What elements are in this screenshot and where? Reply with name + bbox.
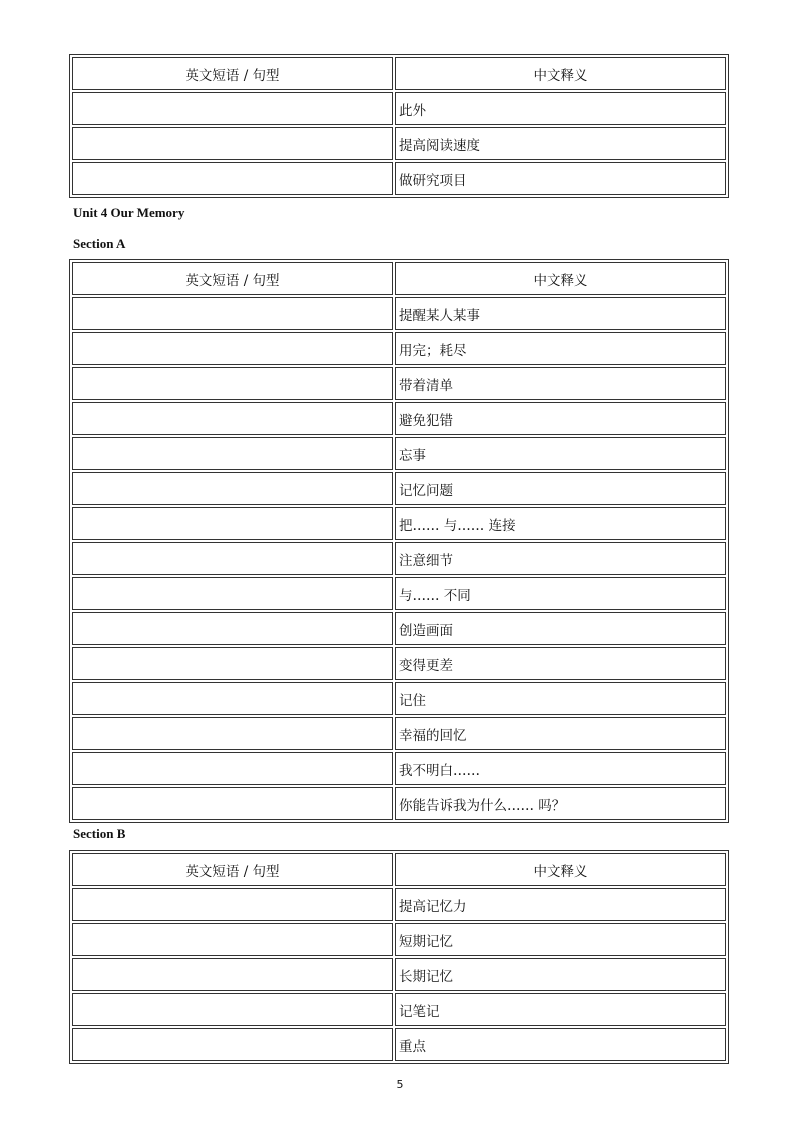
english-answer-cell[interactable] [72,577,393,610]
table-row [72,367,726,400]
english-answer-cell[interactable] [72,682,393,715]
chinese-meaning-cell: 此外 [395,92,726,125]
english-answer-cell[interactable] [72,367,393,400]
english-answer-cell[interactable] [72,923,393,956]
table-row [72,993,726,1026]
chinese-meaning-cell: 做研究项目 [395,162,726,195]
english-answer-cell[interactable] [72,1028,393,1061]
chinese-meaning-cell: 提醒某人某事 [395,297,726,330]
table-row [72,127,726,160]
english-answer-cell[interactable] [72,888,393,921]
chinese-meaning-cell: 创造画面 [395,612,726,645]
english-answer-cell[interactable] [72,958,393,991]
vocab-table-section-a [69,259,729,823]
english-answer-cell[interactable] [72,647,393,680]
table-row [72,92,726,125]
table-row [72,542,726,575]
english-answer-cell[interactable] [72,332,393,365]
english-answer-cell[interactable] [72,752,393,785]
english-answer-cell[interactable] [72,717,393,750]
chinese-meaning-cell: 你能告诉我为什么…… 吗？ [395,787,726,820]
table-header-row [72,57,726,90]
chinese-meaning-cell: 用完；耗尽 [395,332,726,365]
chinese-meaning-cell: 注意细节 [395,542,726,575]
table-row [72,958,726,991]
english-answer-cell[interactable] [72,472,393,505]
chinese-meaning-cell: 幸福的回忆 [395,717,726,750]
unit-title: Unit 4 Our Memory [73,205,185,220]
chinese-meaning-cell: 变得更差 [395,647,726,680]
chinese-meaning-cell: 避免犯错 [395,402,726,435]
table-row [72,507,726,540]
english-answer-cell[interactable] [72,92,393,125]
table-row [72,297,726,330]
english-answer-cell[interactable] [72,993,393,1026]
vocab-table-section-b [69,850,729,1064]
header-chinese: 中文释义 [395,853,726,886]
section-b-title: Section B [73,826,126,841]
chinese-meaning-cell: 记住 [395,682,726,715]
section-a-title: Section A [73,236,126,251]
chinese-meaning-cell: 把…… 与…… 连接 [395,507,726,540]
table-row [72,402,726,435]
table-row [72,787,726,820]
table-header-row [72,853,726,886]
table-row [72,1028,726,1061]
page-number: 5 [396,1078,404,1091]
table-row [72,437,726,470]
table-row [72,332,726,365]
chinese-meaning-cell: 提高记忆力 [395,888,726,921]
chinese-meaning-cell: 提高阅读速度 [395,127,726,160]
chinese-meaning-cell: 忘事 [395,437,726,470]
table-row [72,612,726,645]
table-row [72,577,726,610]
table-header-row [72,262,726,295]
header-english: 英文短语 / 句型 [72,853,393,886]
chinese-meaning-cell: 我不明白…… [395,752,726,785]
table-row [72,923,726,956]
header-english: 英文短语 / 句型 [72,262,393,295]
table-row [72,752,726,785]
chinese-meaning-cell: 记笔记 [395,993,726,1026]
chinese-meaning-cell: 重点 [395,1028,726,1061]
chinese-meaning-cell: 与…… 不同 [395,577,726,610]
english-answer-cell[interactable] [72,542,393,575]
chinese-meaning-cell: 带着清单 [395,367,726,400]
header-english: 英文短语 / 句型 [72,57,393,90]
table-row [72,647,726,680]
english-answer-cell[interactable] [72,787,393,820]
table-row [72,472,726,505]
english-answer-cell[interactable] [72,507,393,540]
table-row [72,162,726,195]
english-answer-cell[interactable] [72,297,393,330]
table-row [72,717,726,750]
table-row [72,888,726,921]
english-answer-cell[interactable] [72,162,393,195]
header-chinese: 中文释义 [395,57,726,90]
english-answer-cell[interactable] [72,402,393,435]
table-row [72,682,726,715]
english-answer-cell[interactable] [72,437,393,470]
english-answer-cell[interactable] [72,612,393,645]
english-answer-cell[interactable] [72,127,393,160]
header-chinese: 中文释义 [395,262,726,295]
vocab-table-continued [69,54,729,198]
chinese-meaning-cell: 记忆问题 [395,472,726,505]
chinese-meaning-cell: 长期记忆 [395,958,726,991]
chinese-meaning-cell: 短期记忆 [395,923,726,956]
